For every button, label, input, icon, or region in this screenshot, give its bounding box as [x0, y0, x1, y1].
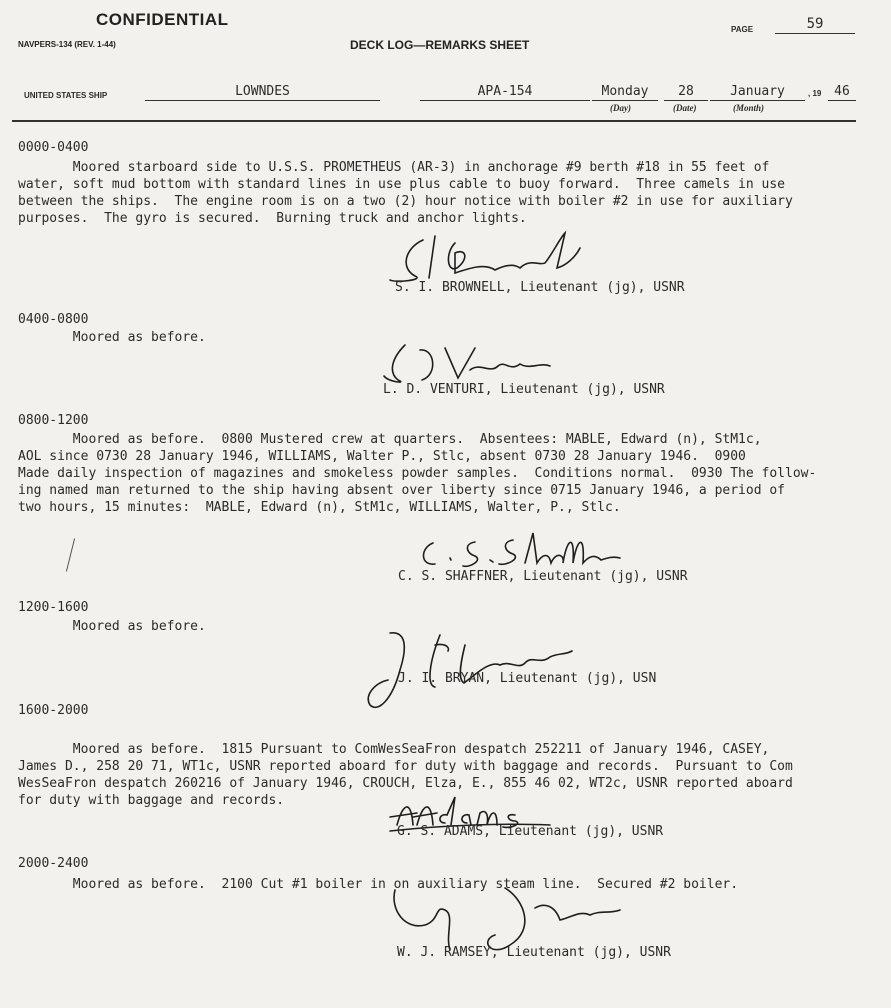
- date-field: 28: [664, 83, 708, 101]
- watch-entry-line: Made daily inspection of magazines and smokeless powder samples. Conditions normal. 0930 The follow-: [18, 466, 817, 481]
- header-rule: [12, 120, 856, 122]
- watch-entry-line: two hours, 15 minutes: MABLE, Edward (n), StM1c, WILLIAMS, Walter, P., Stlc.: [18, 500, 621, 515]
- month-caption: (Month): [733, 103, 765, 113]
- signature-brownell: [385, 228, 595, 288]
- year-field: 46: [828, 83, 856, 101]
- page-label: PAGE: [731, 25, 754, 34]
- watch-period: 1200-1600: [18, 600, 89, 615]
- officer-signature-line: C. S. SHAFFNER, Lieutenant (jg), USNR: [398, 569, 688, 584]
- sheet-title: DECK LOG—REMARKS SHEET: [350, 38, 530, 52]
- watch-entry-line: James D., 258 20 71, WT1c, USNR reported aboard for duty with baggage and records. Pursuant to Com: [18, 759, 793, 774]
- watch-entry-line: Moored as before. 2100 Cut #1 boiler in on auxiliary steam line. Secured #2 boiler.: [18, 877, 739, 892]
- watch-entry-line: water, soft mud bottom with standard lines in use plus cable to buoy forward. Three camels in use: [18, 177, 786, 192]
- watch-entry-line: AOL since 0730 28 January 1946, WILLIAMS, Walter P., Stlc, absent 0730 28 January 1946. 0900: [18, 449, 746, 464]
- watch-period: 1600-2000: [18, 703, 89, 718]
- ship-label: UNITED STATES SHIP: [24, 91, 108, 100]
- watch-entry-line: Moored as before. 0800 Mustered crew at quarters. Absentees: MABLE, Edward (n), StM1c,: [18, 432, 762, 447]
- date-caption: (Date): [673, 103, 697, 113]
- watch-period: 0400-0800: [18, 312, 89, 327]
- watch-period: 2000-2400: [18, 856, 89, 871]
- day-caption: (Day): [610, 103, 631, 113]
- watch-entry-line: Moored as before.: [18, 330, 206, 345]
- watch-entry-line: Moored starboard side to U.S.S. PROMETHEUS (AR-3) in anchorage #9 berth #18 in 55 feet of: [18, 160, 770, 175]
- watch-entry-line: for duty with baggage and records.: [18, 793, 285, 808]
- form-number: NAVPERS-134 (REV. 1-44): [18, 40, 116, 49]
- watch-entry-line: Moored as before.: [18, 619, 206, 634]
- month-field: January: [710, 83, 805, 101]
- watch-entry-line: between the ships. The engine room is on a two (2) hour notice with boiler #2 in use for auxiliary: [18, 194, 793, 209]
- signature-venturi: [380, 340, 560, 385]
- watch-period: 0000-0400: [18, 140, 89, 155]
- officer-signature-line: S. I. BROWNELL, Lieutenant (jg), USNR: [395, 280, 685, 295]
- watch-period: 0800-1200: [18, 413, 89, 428]
- page-number: 59: [775, 16, 855, 34]
- day-field: Monday: [592, 83, 658, 101]
- watch-entry-line: WesSeaFron despatch 260216 of January 1946, CROUCH, Elza, E., 855 46 02, WT2c, USNR reported aboard: [18, 776, 793, 791]
- watch-entry-line: ing named man returned to the ship having absent over liberty since 0715 January 1946, a period of: [18, 483, 786, 498]
- officer-signature-line: L. D. VENTURI, Lieutenant (jg), USNR: [383, 382, 665, 397]
- officer-signature-line: G. S. ADAMS, Lieutenant (jg), USNR: [397, 824, 664, 839]
- officer-signature-line: W. J. RAMSEY, Lieutenant (jg), USNR: [397, 945, 671, 960]
- classification-label: CONFIDENTIAL: [96, 10, 229, 29]
- pencil-mark: [66, 538, 75, 571]
- hull-number-field: APA-154: [420, 83, 590, 101]
- year-prefix: , 19: [808, 89, 822, 98]
- watch-entry-line: purposes. The gyro is secured. Burning truck and anchor lights.: [18, 211, 527, 226]
- officer-signature-line: J. I. BRYAN, Lieutenant (jg), USN: [398, 671, 657, 686]
- ship-name-field: LOWNDES: [145, 83, 380, 101]
- watch-entry-line: Moored as before. 1815 Pursuant to ComWesSeaFron despatch 252211 of January 1946, CASEY,: [18, 742, 770, 757]
